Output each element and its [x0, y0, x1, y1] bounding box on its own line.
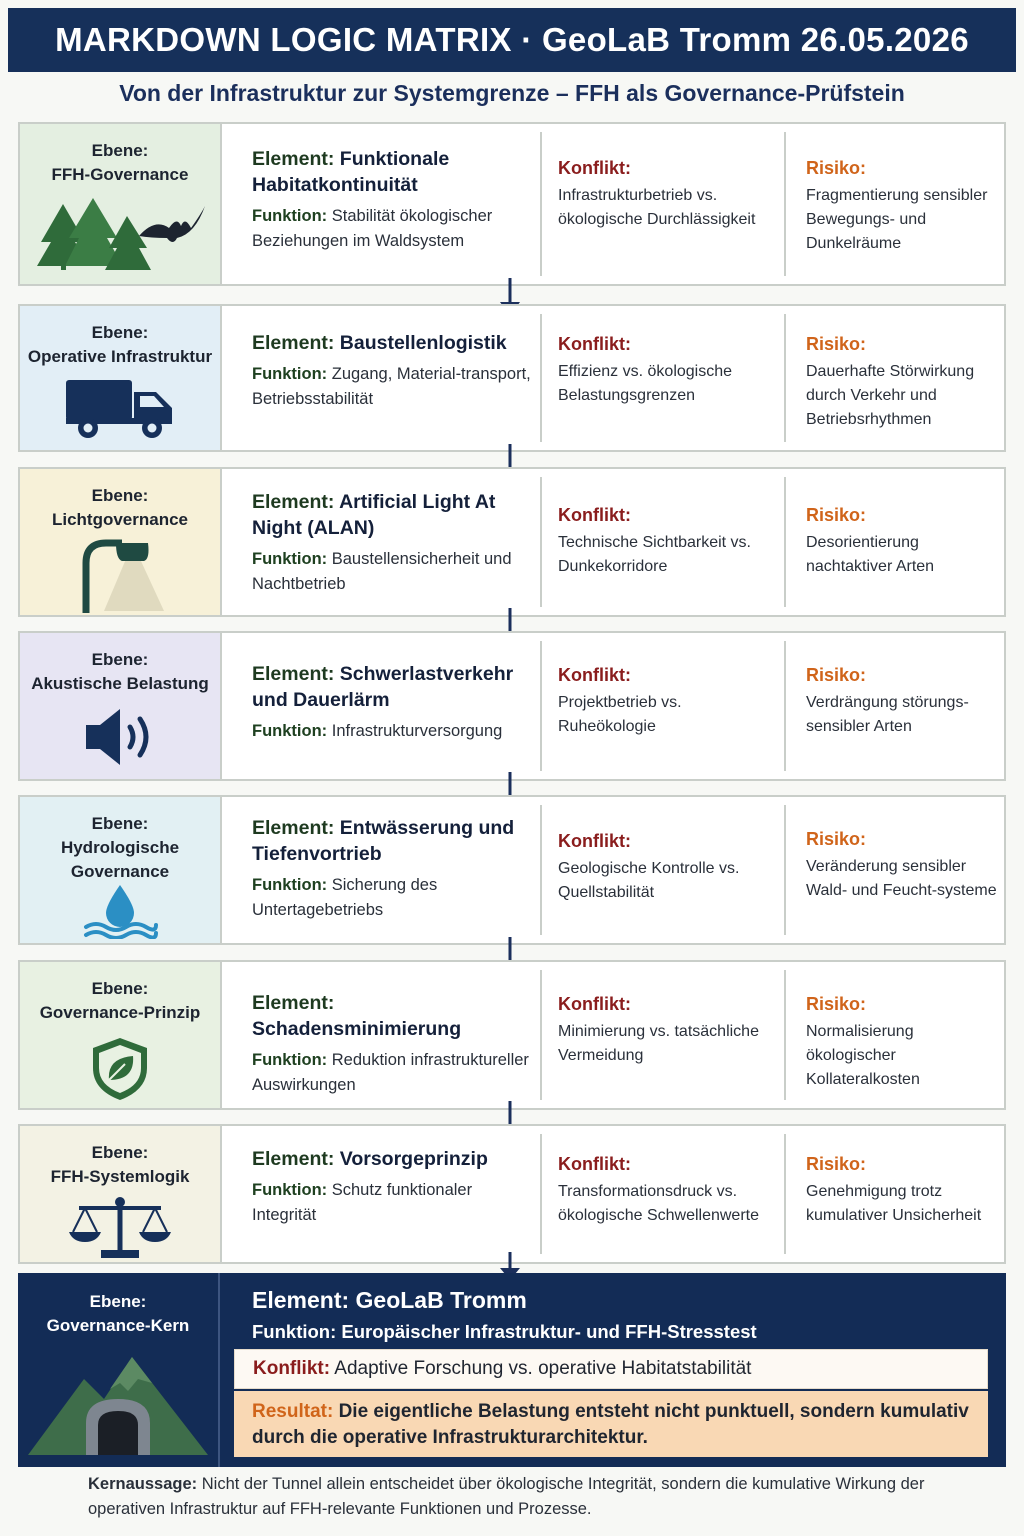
element-label: Element:: [252, 148, 335, 170]
ebene-name: Governance-Prinzip: [39, 1003, 201, 1022]
funktion-label: Funktion:: [252, 1181, 328, 1199]
risiko-cell: [806, 1152, 1002, 1228]
risiko-cell: [806, 503, 1002, 579]
risiko-cell: [806, 663, 1002, 739]
column-divider: [540, 1134, 542, 1254]
funktion-value: Zugang, Material-transport, Betriebsstabilität: [252, 365, 531, 408]
konflikt-value: Minimierung vs. tatsächliche Vermeidung: [558, 1023, 759, 1064]
element-label: Element:: [252, 491, 335, 513]
element-cell: [252, 815, 540, 923]
konflikt-cell: [558, 663, 780, 739]
ebene-label: Ebene:: [89, 1292, 147, 1311]
ebene-name: FFH-Systemlogik: [50, 1167, 190, 1186]
risiko-cell: [806, 156, 1002, 256]
column-divider: [784, 641, 786, 771]
konflikt-value: Effizienz vs. ökologische Belastungsgrenzen: [558, 363, 733, 404]
ebene-label: Ebene:: [91, 141, 149, 160]
risiko-value: Veränderung sensibler Wald- und Feucht-systeme: [806, 858, 997, 899]
risiko-label: Risiko:: [806, 505, 867, 525]
matrix-row-ffh-governance: [18, 122, 1006, 286]
ebene-cell: [18, 1273, 220, 1467]
risiko-label: Risiko:: [806, 829, 867, 849]
funktion-label: Funktion:: [252, 207, 328, 225]
funktion-value: Infrastrukturversorgung: [331, 722, 503, 740]
element-value: GeoLaB Tromm: [355, 1287, 527, 1313]
matrix-row-akustische-belastung: [18, 631, 1006, 781]
konflikt-value: Technische Sichtbarkeit vs. Dunkekorridore: [558, 534, 751, 575]
forest-bat-icon: [20, 194, 220, 274]
funktion-value: Baustellensicherheit und Nachtbetrieb: [252, 550, 512, 593]
column-divider: [540, 477, 542, 607]
column-divider: [784, 132, 786, 276]
ebene-label: Ebene:: [91, 486, 149, 505]
element-label: Element:: [252, 1148, 335, 1170]
konflikt-value: Transformationsdruck vs. ökologische Schwellenwerte: [558, 1183, 759, 1224]
konflikt-value: Geologische Kontrolle vs. Quellstabilität: [558, 860, 740, 901]
element-value: Entwässerung und Tiefenvortrieb: [252, 817, 515, 865]
scales-icon: [20, 1194, 220, 1260]
resultat-label: Resultat:: [252, 1401, 334, 1422]
element-cell: [252, 661, 540, 744]
column-divider: [540, 970, 542, 1100]
element-label: Element:: [252, 1287, 350, 1313]
column-divider: [784, 477, 786, 607]
element-label: Element:: [252, 992, 335, 1014]
ebene-label: Ebene:: [91, 979, 149, 998]
column-divider: [540, 314, 542, 442]
column-divider: [540, 641, 542, 771]
element-value: Vorsorgeprinzip: [339, 1148, 488, 1170]
ebene-cell: [20, 124, 222, 284]
speaker-icon: [20, 705, 220, 769]
matrix-row-lichtgovernance: [18, 467, 1006, 617]
ebene-name: Governance-Kern: [46, 1316, 190, 1335]
ebene-cell: [20, 1126, 222, 1262]
ebene-label: Ebene:: [91, 650, 149, 669]
konflikt-label: Konflikt:: [558, 994, 631, 1014]
core-resultat-box: [234, 1391, 988, 1457]
konflikt-cell: [558, 992, 780, 1068]
page-subtitle: Von der Infrastruktur zur Systemgrenze – FFH als Governance-Prüfstein: [119, 80, 905, 106]
kernaussage-label: Kernaussage:: [88, 1475, 198, 1493]
risiko-value: Verdrängung störungs-sensibler Arten: [806, 694, 969, 735]
column-divider: [784, 970, 786, 1100]
konflikt-value: Projektbetrieb vs. Ruheökologie: [558, 694, 682, 735]
konflikt-label: Konflikt:: [558, 831, 631, 851]
shield-leaf-icon: [20, 1034, 220, 1104]
funktion-value: Europäischer Infrastruktur- und FFH-Stresstest: [341, 1321, 757, 1342]
funktion-label: Funktion:: [252, 550, 328, 568]
risiko-label: Risiko:: [806, 1154, 867, 1174]
element-cell: [252, 330, 540, 412]
konflikt-label: Konflikt:: [558, 334, 631, 354]
element-value: Schwerlastverkehr und Dauerlärm: [252, 663, 514, 711]
element-cell: [252, 146, 540, 254]
element-cell: [252, 489, 540, 597]
konflikt-cell: [558, 1152, 780, 1228]
mountain-tunnel-icon: [18, 1353, 218, 1457]
funktion-label: Funktion:: [252, 876, 328, 894]
ebene-label: Ebene:: [91, 323, 149, 342]
kernaussage-footer: [88, 1472, 968, 1522]
page-header: [8, 8, 1016, 72]
risiko-label: Risiko:: [806, 158, 867, 178]
funktion-label: Funktion:: [252, 365, 328, 383]
konflikt-label: Konflikt:: [558, 505, 631, 525]
page-title: MARKDOWN LOGIC MATRIX · GeoLaB Tromm 26.05.2026: [55, 21, 969, 58]
risiko-value: Genehmigung trotz kumulativer Unsicherheit: [806, 1183, 982, 1224]
element-value: Artificial Light At Night (ALAN): [252, 491, 496, 539]
konflikt-label: Konflikt:: [558, 1154, 631, 1174]
element-value: Baustellenlogistik: [339, 332, 507, 354]
matrix-row-governance-prinzip: [18, 960, 1006, 1110]
funktion-value: Sicherung des Untertagebetriebs: [252, 876, 438, 919]
truck-icon: [20, 374, 220, 440]
element-cell: [252, 1146, 540, 1228]
column-divider: [784, 805, 786, 935]
risiko-value: Dauerhafte Störwirkung durch Verkehr und Betriebsrhythmen: [806, 363, 975, 428]
risiko-value: Fragmentierung sensibler Bewegungs- und Dunkelräume: [806, 187, 988, 252]
column-divider: [784, 1134, 786, 1254]
resultat-value: Die eigentliche Belastung entsteht nicht punktuell, sondern kumulativ durch die operative Infrastrukturarchitektur.: [252, 1401, 969, 1448]
ebene-cell: [20, 469, 222, 615]
risiko-label: Risiko:: [806, 665, 867, 685]
risiko-value: Desorientierung nachtaktiver Arten: [806, 534, 935, 575]
ebene-cell: [20, 797, 222, 943]
ebene-cell: [20, 633, 222, 779]
konflikt-cell: [558, 332, 780, 408]
element-label: Element:: [252, 663, 335, 685]
ebene-label: Ebene:: [91, 1143, 149, 1162]
column-divider: [540, 805, 542, 935]
ebene-label: Ebene:: [91, 814, 149, 833]
matrix-row-operative-infrastruktur: [18, 304, 1006, 452]
ebene-name: Akustische Belastung: [31, 674, 209, 693]
element-value: Schadensminimierung: [252, 1018, 462, 1040]
ebene-cell: [20, 962, 222, 1108]
funktion-value: Reduktion infrastruktureller Auswirkungen: [252, 1051, 529, 1094]
core-element: [252, 1285, 757, 1347]
funktion-label: Funktion:: [252, 1051, 328, 1069]
ebene-name: Operative Infrastruktur: [27, 347, 213, 366]
column-divider: [784, 314, 786, 442]
funktion-value: Schutz funktionaler Integrität: [252, 1181, 473, 1224]
ebene-name: Hydrologische Governance: [60, 838, 180, 881]
element-label: Element:: [252, 332, 335, 354]
ebene-name: Lichtgovernance: [51, 510, 189, 529]
risiko-label: Risiko:: [806, 994, 867, 1014]
element-label: Element:: [252, 817, 335, 839]
risiko-label: Risiko:: [806, 334, 867, 354]
kernaussage-text: Nicht der Tunnel allein entscheidet über ökologische Integrität, sondern die kumulative Wirkung der operativen Infrastruktur auf FFH-relevante Funktionen und Prozesse.: [88, 1475, 925, 1518]
risiko-cell: [806, 992, 1002, 1092]
water-drop-icon: [20, 883, 220, 939]
matrix-row-hydrologische-governance: [18, 795, 1006, 945]
konflikt-label: Konflikt:: [253, 1358, 331, 1379]
column-divider: [540, 132, 542, 276]
risiko-cell: [806, 827, 1002, 903]
risiko-cell: [806, 332, 1002, 432]
ebene-cell: [20, 306, 222, 450]
konflikt-label: Konflikt:: [558, 158, 631, 178]
konflikt-cell: [558, 503, 780, 579]
funktion-label: Funktion:: [252, 722, 328, 740]
risiko-value: Normalisierung ökologischer Kollateralkosten: [806, 1023, 920, 1088]
konflikt-label: Konflikt:: [558, 665, 631, 685]
core-konflikt-box: [234, 1349, 988, 1389]
funktion-value: Stabilität ökologischer Beziehungen im Waldsystem: [252, 207, 493, 250]
konflikt-value: Adaptive Forschung vs. operative Habitatstabilität: [334, 1358, 752, 1379]
element-value: Funktionale Habitatkontinuität: [252, 148, 450, 196]
governance-core-panel: [18, 1273, 1006, 1467]
element-cell: [252, 990, 540, 1098]
ebene-name: FFH-Governance: [51, 165, 189, 184]
funktion-label: Funktion:: [252, 1321, 337, 1342]
konflikt-value: Infrastrukturbetrieb vs. ökologische Durchlässigkeit: [558, 187, 756, 228]
konflikt-cell: [558, 156, 780, 232]
matrix-row-ffh-systemlogik: [18, 1124, 1006, 1264]
konflikt-cell: [558, 829, 780, 905]
street-lamp-icon: [20, 537, 220, 613]
